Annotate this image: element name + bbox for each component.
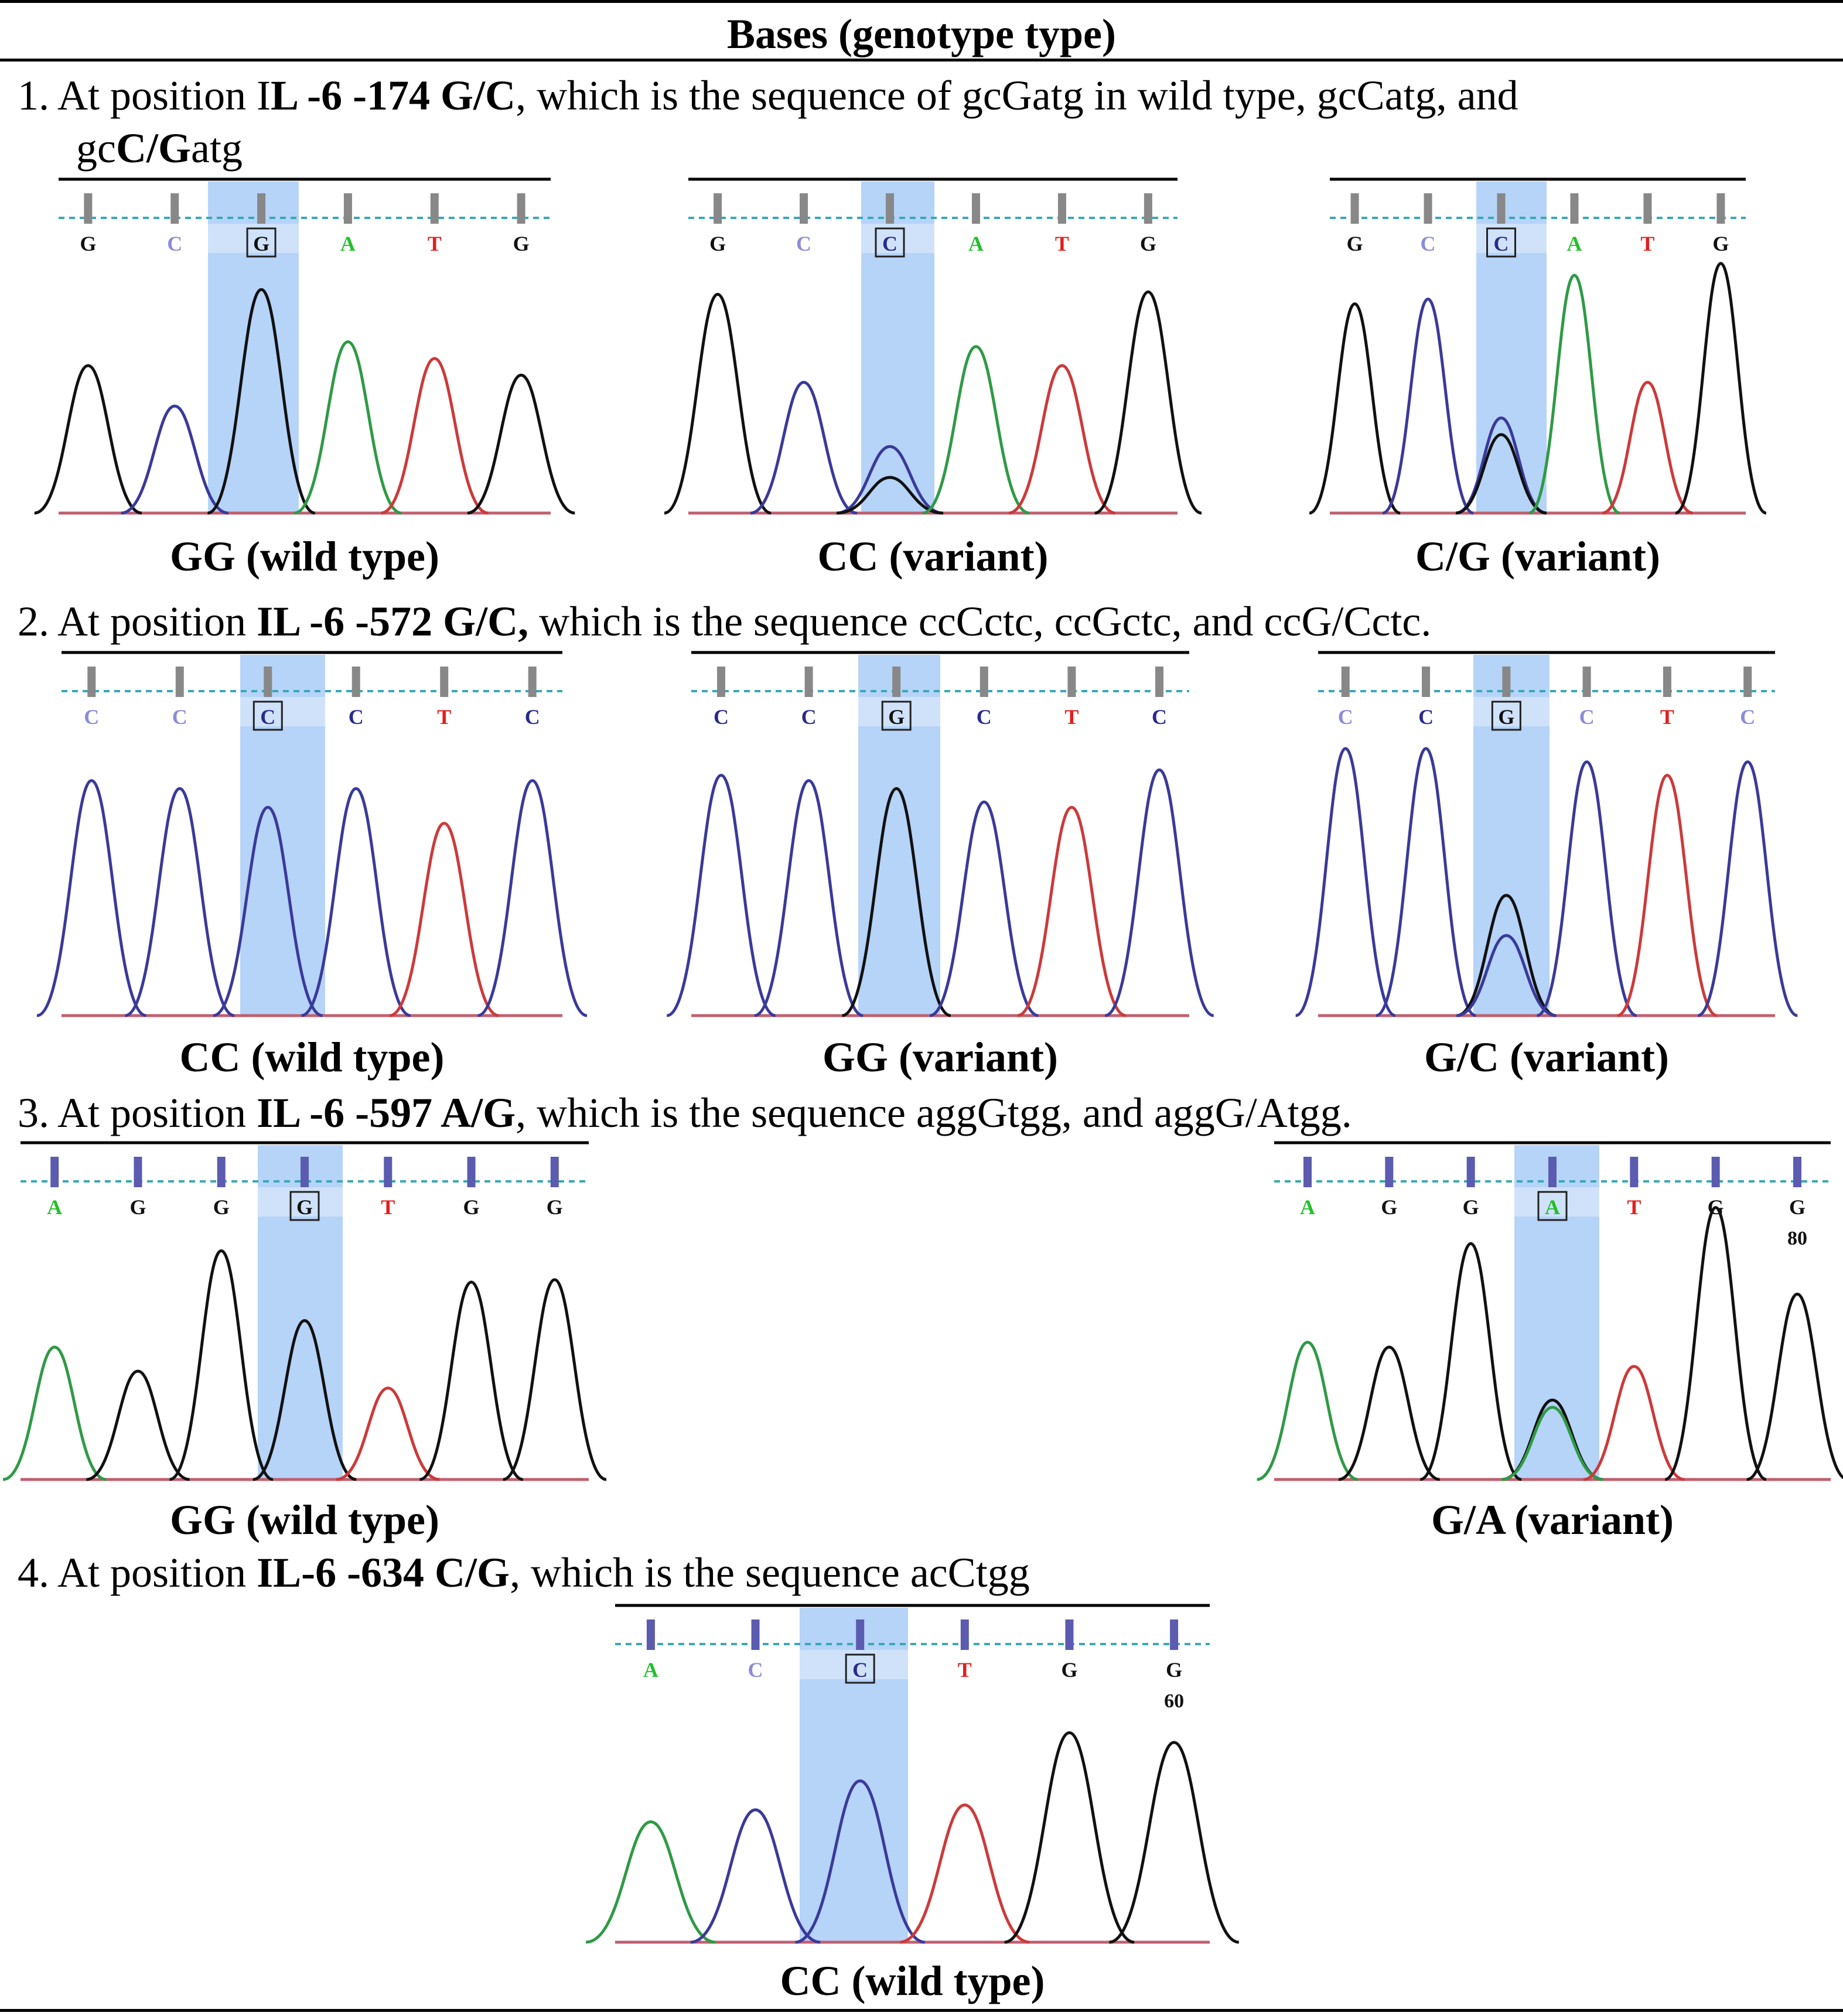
base-label: C	[852, 1658, 868, 1682]
base-label: G	[463, 1195, 480, 1219]
base-call-tick	[1793, 1157, 1801, 1187]
section-2-text: 2. At position IL -6 -572 G/C, which is the sequence ccCctc, ccGctc, and ccG/Cctc.	[18, 598, 1432, 645]
base-call-tick	[1351, 193, 1359, 224]
base-call-tick	[1170, 1619, 1178, 1650]
base-call-tick	[384, 1157, 392, 1187]
base-call-tick	[217, 1157, 226, 1187]
base-label: C	[167, 232, 183, 255]
trace-peak	[1109, 1742, 1239, 1942]
trace-peak	[1602, 382, 1693, 513]
base-call-tick	[1712, 1157, 1720, 1187]
trace-peak	[503, 1280, 606, 1479]
base-label: G	[1346, 232, 1363, 255]
base-call-tick	[1502, 667, 1510, 697]
chromatogram-1-variant	[688, 176, 1178, 539]
base-label: G	[1707, 1195, 1724, 1219]
genotype-caption: C/G (variant)	[1415, 533, 1660, 580]
chromatogram-svg	[1274, 1139, 1831, 1488]
base-label: C	[1493, 232, 1509, 255]
chromatogram-svg	[615, 1602, 1210, 1950]
trace-peak	[1009, 365, 1115, 513]
trace-peak	[336, 1388, 439, 1479]
base-call-tick	[886, 193, 894, 224]
trace-peak	[467, 375, 575, 513]
chromatogram-4-wild	[615, 1602, 1210, 1953]
trace-peak	[1617, 775, 1717, 1016]
genotype-caption: GG (wild type)	[170, 533, 439, 580]
base-call-tick	[1467, 1157, 1475, 1187]
base-label: T	[437, 705, 452, 729]
base-call-tick	[1385, 1157, 1393, 1187]
base-call-tick	[805, 667, 813, 697]
trace-peak	[1537, 762, 1637, 1016]
base-call-tick	[257, 193, 265, 224]
trace-peak	[1698, 762, 1797, 1016]
base-label: G	[80, 232, 97, 255]
base-call-tick	[50, 1157, 59, 1187]
trace-peak	[1665, 1208, 1766, 1479]
base-label: G	[253, 232, 270, 255]
base-call-tick	[1630, 1157, 1638, 1187]
base-call-tick	[1570, 193, 1578, 224]
chromatogram-svg	[688, 176, 1178, 521]
trace-peak	[1296, 749, 1395, 1016]
chromatogram-svg	[691, 649, 1189, 1024]
section-1-continuation: gcC/Gatg	[76, 125, 243, 172]
trace-peak	[170, 1251, 273, 1479]
base-call-tick	[752, 1619, 760, 1650]
base-label: C	[748, 1658, 763, 1682]
base-call-tick	[467, 1157, 476, 1187]
genotype-caption: CC (variant)	[817, 533, 1049, 580]
genotype-caption: GG (wild type)	[170, 1496, 439, 1543]
base-call-tick	[134, 1157, 142, 1187]
base-call-tick	[352, 667, 360, 697]
base-label: C	[714, 705, 729, 729]
base-label: G	[1381, 1195, 1398, 1219]
base-call-tick	[344, 193, 352, 224]
trace-peak	[923, 347, 1029, 513]
base-call-tick	[301, 1157, 309, 1187]
base-label: C	[1152, 705, 1167, 729]
base-label: C	[524, 705, 540, 729]
base-label: C	[1337, 705, 1353, 729]
base-call-tick	[176, 667, 184, 697]
bottom-rule	[0, 2009, 1843, 2012]
base-call-tick	[1144, 193, 1152, 224]
base-call-tick	[551, 1157, 559, 1187]
base-label: G	[513, 232, 530, 255]
base-call-tick	[1424, 193, 1432, 224]
base-call-tick	[170, 193, 179, 224]
base-label: A	[968, 232, 984, 255]
trace-peak	[1675, 264, 1766, 513]
base-call-tick	[87, 667, 95, 697]
base-label: T	[1640, 232, 1655, 255]
base-call-tick	[980, 667, 988, 697]
trace-peak	[1339, 1347, 1440, 1479]
base-call-tick	[1643, 193, 1651, 224]
chromatogram-svg	[1318, 649, 1775, 1024]
trace-peak	[930, 802, 1039, 1016]
base-label: G	[1712, 232, 1729, 255]
base-label: C	[84, 705, 100, 729]
base-label: A	[1300, 1195, 1315, 1219]
trace-peak	[1105, 770, 1214, 1016]
trace-peak	[1257, 1342, 1359, 1479]
base-call-tick	[714, 193, 722, 224]
base-label: C	[1420, 232, 1436, 255]
base-call-tick	[647, 1619, 655, 1650]
base-call-tick	[717, 667, 725, 697]
base-call-tick	[961, 1619, 969, 1650]
base-call-tick	[892, 667, 900, 697]
base-label: A	[643, 1658, 658, 1682]
base-call-tick	[528, 667, 537, 697]
trace-peak	[419, 1282, 523, 1479]
section-3-text: 3. At position IL -6 -597 A/G, which is the sequence aggGtgg, and aggG/Atgg.	[18, 1089, 1352, 1136]
section-1-text	[18, 69, 1518, 175]
base-label: G	[296, 1195, 313, 1219]
position-number: 60	[1164, 1690, 1185, 1712]
base-label: T	[1054, 232, 1069, 255]
trace-peak	[294, 342, 401, 513]
trace-peak	[1420, 1243, 1521, 1479]
genotype-caption: CC (wild type)	[179, 1034, 445, 1081]
trace-peak	[1005, 1733, 1135, 1942]
chromatogram-2-wild	[62, 649, 562, 1030]
section-text-post: , which is the sequence of gcGatg in wild type, gcCatg, and	[516, 72, 1518, 119]
trace-peak	[35, 365, 142, 513]
trace-peak	[125, 788, 234, 1016]
chromatogram-2-hetero	[1318, 649, 1775, 1030]
trace-peak	[900, 1805, 1030, 1942]
base-label: T	[1064, 705, 1079, 729]
section-text-pre: At position I	[57, 72, 271, 119]
trace-peak	[586, 1822, 716, 1943]
base-label: T	[957, 1658, 972, 1682]
chromatogram-svg	[62, 649, 562, 1024]
trace-peak	[1309, 304, 1400, 513]
base-call-tick	[1303, 1157, 1312, 1187]
base-call-tick	[1497, 193, 1506, 224]
trace-peak	[1376, 749, 1476, 1016]
base-label: A	[1566, 232, 1582, 255]
trace-peak	[37, 781, 146, 1016]
base-label: C	[796, 232, 812, 255]
base-label: C	[1418, 705, 1434, 729]
base-call-tick	[1058, 193, 1066, 224]
trace-peak	[1018, 807, 1127, 1016]
chromatogram-3-hetero	[1274, 1139, 1831, 1491]
trace-peak	[3, 1347, 106, 1479]
base-label: T	[427, 232, 442, 255]
base-label: G	[1061, 1658, 1078, 1682]
base-label: C	[1579, 705, 1595, 729]
base-label: C	[260, 705, 276, 729]
trace-peak	[667, 775, 776, 1016]
base-call-tick	[972, 193, 980, 224]
base-call-tick	[1342, 667, 1350, 697]
base-call-tick	[856, 1619, 864, 1650]
genotype-caption: G/C (variant)	[1424, 1034, 1669, 1081]
base-call-tick	[1663, 667, 1671, 697]
base-call-tick	[1067, 667, 1076, 697]
base-label: G	[1498, 705, 1515, 729]
base-call-tick	[1548, 1157, 1557, 1187]
base-label: G	[1166, 1658, 1183, 1682]
chromatogram-3-wild	[21, 1139, 589, 1491]
base-label: T	[1660, 705, 1674, 729]
genotype-caption: G/A (variant)	[1431, 1496, 1674, 1543]
position-number: 80	[1787, 1228, 1807, 1249]
section-4-text: 4. At position IL-6 -634 C/G, which is the sequence acCtgg	[18, 1549, 1030, 1596]
trace-peak	[86, 1371, 189, 1479]
base-label: G	[546, 1195, 563, 1219]
base-label: A	[47, 1195, 63, 1219]
base-label: A	[1545, 1195, 1560, 1219]
chromatogram-2-variant	[691, 649, 1189, 1030]
chromatogram-svg	[59, 176, 551, 521]
base-label: G	[1789, 1195, 1806, 1219]
chromatogram-svg	[21, 1139, 589, 1488]
trace-peak	[750, 382, 857, 513]
base-call-tick	[1583, 667, 1591, 697]
base-call-tick	[440, 667, 448, 697]
base-label: G	[213, 1195, 230, 1219]
base-label: G	[129, 1195, 146, 1219]
table-header: Bases (genotype type)	[727, 11, 1116, 57]
base-label: G	[888, 705, 905, 729]
base-call-tick	[1716, 193, 1725, 224]
header-rule	[0, 59, 1843, 61]
base-label: C	[348, 705, 364, 729]
base-call-tick	[1743, 667, 1752, 697]
trace-peak	[664, 294, 771, 513]
top-rule	[0, 0, 1843, 3]
section-position: L -6 -174 G/C	[271, 72, 516, 119]
chromatogram-1-hetero	[1330, 176, 1746, 539]
chromatogram-1-wild	[59, 176, 551, 539]
base-call-tick	[1422, 667, 1430, 697]
base-call-tick	[84, 193, 92, 224]
base-label: G	[709, 232, 726, 255]
genotype-caption: CC (wild type)	[780, 1957, 1045, 2004]
trace-peak	[1095, 292, 1202, 513]
base-label: C	[1740, 705, 1756, 729]
trace-peak	[381, 358, 488, 513]
base-call-tick	[1065, 1619, 1073, 1650]
trace-peak	[755, 781, 864, 1016]
base-call-tick	[431, 193, 439, 224]
base-label: A	[340, 232, 356, 255]
base-label: C	[801, 705, 817, 729]
base-label: G	[1462, 1195, 1479, 1219]
base-label: G	[1139, 232, 1156, 255]
base-label: T	[1627, 1195, 1641, 1219]
chromatogram-svg	[1330, 176, 1746, 521]
trace-peak	[477, 781, 587, 1016]
base-label: C	[976, 705, 992, 729]
section-number: 1.	[18, 72, 49, 119]
genotype-caption: GG (variant)	[822, 1034, 1058, 1081]
trace-peak	[390, 824, 499, 1016]
base-call-tick	[517, 193, 525, 224]
base-label: T	[381, 1195, 395, 1219]
base-call-tick	[800, 193, 808, 224]
base-call-tick	[1155, 667, 1163, 697]
base-label: C	[172, 705, 187, 729]
base-call-tick	[264, 667, 272, 697]
base-label: C	[882, 232, 898, 255]
trace-peak	[1383, 299, 1473, 513]
trace-peak	[1747, 1294, 1843, 1479]
